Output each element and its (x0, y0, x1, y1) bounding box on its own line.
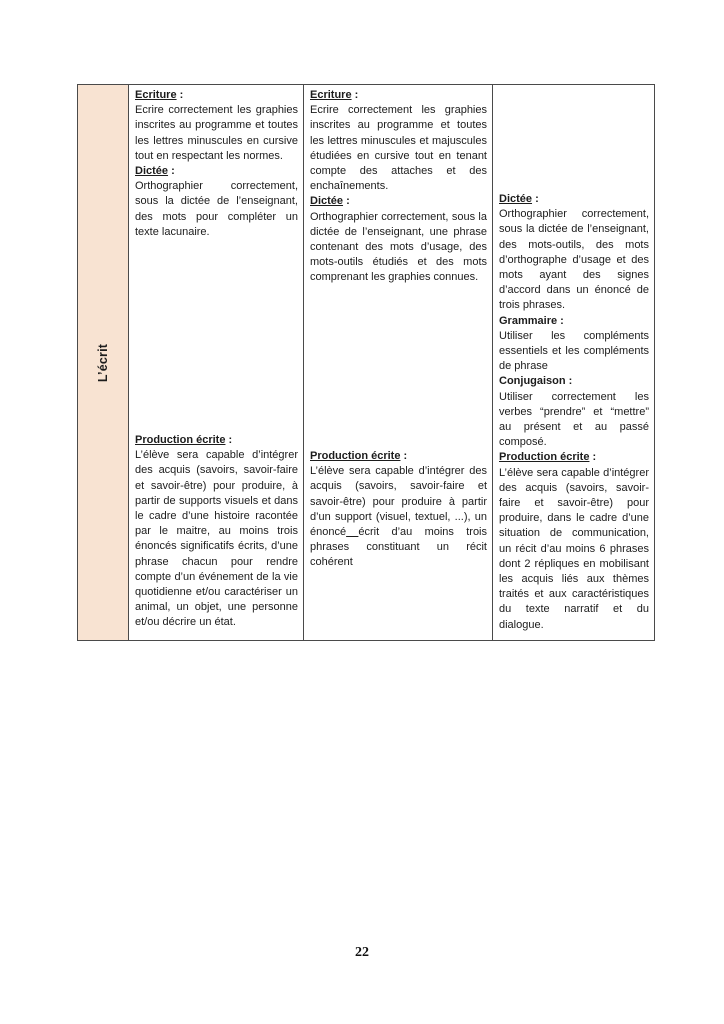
col2-production-block (310, 449, 487, 571)
col1-production-block (135, 433, 298, 631)
col1-production-paragraph: L’élève sera capable d’intégrer des acquis (savoirs, savoir-faire et savoir-être) pour produire, à partir de supports visuels et dans le cadre d’une histoire racontée par le maitre, au moins trois énoncés significatifs écrits, d’une phrase chacun pour rendre compte d’un événement de la vie quotidienne et/ou caractériser un animal, un objet, une personne et/ou décrire un état. (135, 449, 298, 629)
row-header-cell-lecrit (78, 85, 129, 640)
col1-top-block (135, 88, 298, 240)
col3-main-block (499, 192, 649, 633)
curriculum-table (77, 84, 655, 641)
col1-dictee-heading: Dictée : (135, 165, 175, 178)
col2-ecriture-heading: Ecriture : (310, 89, 359, 101)
col2-production-heading: Production écrite : (310, 450, 408, 462)
table-column-3 (493, 85, 654, 640)
page-number: 22 (355, 945, 369, 960)
col2-dictee-heading: Dictée : (310, 195, 350, 208)
col3-production-paragraph: L’élève sera capable d’intégrer des acquis (savoirs, savoir-faire et savoir-être) pour produire, dans le cadre d’une situation de communication, un récit d’au moins 6 phrases dont 2 répliques en mobilisant les acquis liés aux thèmes traités et aux caractéristiques du texte narratif et du dialogue. (499, 466, 649, 631)
col1-dictee-paragraph: Orthographier correctement, sous la dictée de l’enseignant, des mots pour compléter un texte lacunaire. (135, 180, 298, 238)
col1-ecriture-paragraph: Ecrire correctement les graphies inscrites au programme et toutes les lettres minuscules en cursive tout en respectant les normes. (135, 104, 298, 162)
col3-conjugaison-paragraph: Utiliser correctement les verbes “prendre” et “mettre” au présent et au passé composé. (499, 390, 649, 449)
col2-production-paragraph: L’élève sera capable d’intégrer des acquis (savoirs, savoir-faire et savoir-être) pour produire à partir d’un support (visuel, textuel, ...), un énoncé écrit d’au moins trois phrases constituant un récit cohérent (310, 465, 488, 569)
table-column-2 (304, 85, 493, 640)
row-header-label: L’écrit (95, 343, 110, 382)
col3-conjugaison-heading: Conjugaison : (499, 375, 573, 388)
col2-top-block (310, 88, 487, 286)
table-column-1 (129, 85, 304, 640)
col2-dictee-paragraph: Orthographier correctement, sous la dictée de l’enseignant, une phrase contenant des mots d’usage, des mots-outils étudiés et des mots comprenant les graphies connues. (310, 210, 487, 284)
underlined-space (346, 526, 358, 538)
col3-grammaire-heading: Grammaire : (499, 314, 564, 327)
col3-grammaire-paragraph: Utiliser les compléments essentiels et les compléments de phrase (499, 329, 649, 373)
col3-production-heading: Production écrite : (499, 451, 597, 464)
col1-ecriture-heading: Ecriture : (135, 89, 184, 101)
col1-production-heading: Production écrite : (135, 434, 233, 446)
col3-dictee-paragraph: Orthographier correctement, sous la dictée de l’enseignant, des mots-outils, des mots d’orthographe d’usage et des mots ayant des signes d’accord dans un énoncé de trois phrases. (499, 208, 649, 312)
col3-dictee-heading: Dictée : (499, 193, 539, 205)
col2-ecriture-paragraph: Ecrire correctement les graphies inscrites au programme et toutes les lettres minuscules et majuscules étudiées en cursive tout en tenant compte des attaches et des enchaînements. (310, 104, 487, 193)
